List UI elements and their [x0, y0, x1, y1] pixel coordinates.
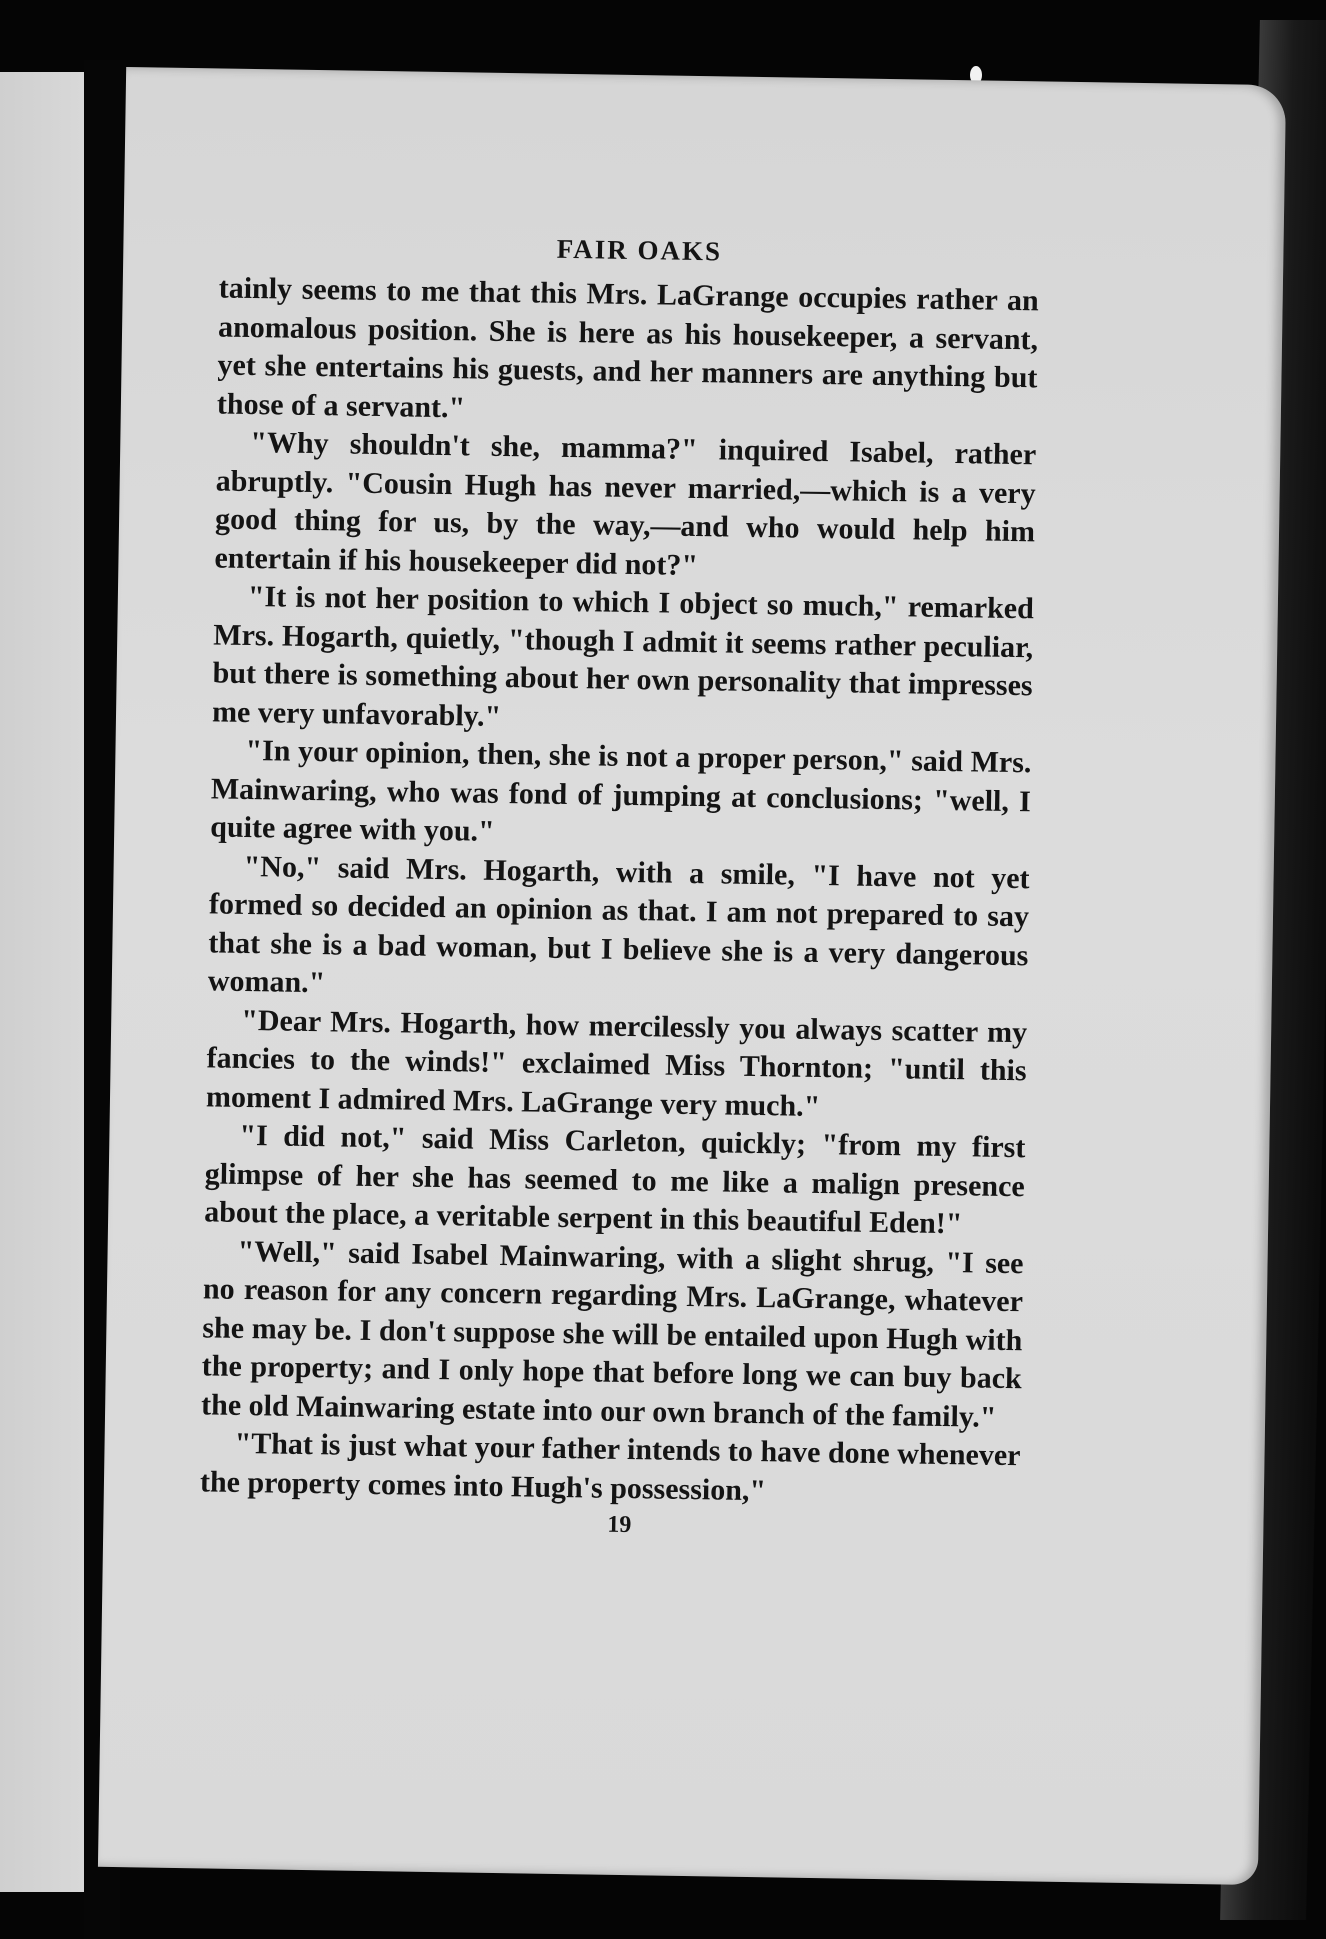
- paragraph: "It is not her position to which I object so much," remarked Mrs. Hogarth, quietly, "though I admit it seems rather peculiar, but there is something about her own personality that impresses me very unfavorably.": [211, 579, 1035, 733]
- paragraph: "I did not," said Miss Carleton, quickly; "from my first glimpse of her she has seemed to me like a malign presence about the place, a veritable serpent in this beautiful Eden!": [203, 1118, 1026, 1241]
- page-number: 19: [607, 1511, 632, 1539]
- text-block: [199, 228, 1039, 1545]
- paragraph: "Why shouldn't she, mamma?" inquired Isabel, rather abruptly. "Cousin Hugh has never married,—which is a very good thing for us, by the way,—and who would help him entertain if his housekeeper did not?": [214, 425, 1037, 582]
- book-page: [98, 67, 1286, 1885]
- paragraph: "Dear Mrs. Hogarth, how mercilessly you always scatter my fancies to the winds!" exclaimed Miss Thornton; "until this moment I admired Mrs. LaGrange very much.": [205, 1003, 1028, 1123]
- paragraph: tainly seems to me that this Mrs. LaGrange occupies rather an anomalous position. She is here as his housekeeper, a servant, yet she entertains his guests, and her manners are anything but those of a servant.": [216, 271, 1039, 424]
- running-head: FAIR OAKS: [556, 233, 723, 267]
- paragraph: "Well," said Isabel Mainwaring, with a slight shrug, "I see no reason for any concern regarding Mrs. LaGrange, whatever she may be. I don't suppose she will be entailed upon Hugh with the property; and I only hope that before long we can buy back the old Mainwaring estate into our own branch of the family.": [200, 1234, 1024, 1434]
- body-text: [200, 269, 1039, 1514]
- paragraph: "That is just what your father intends to have done whenever the property comes into Hugh's possession,": [199, 1426, 1021, 1507]
- paragraph: "No," said Mrs. Hogarth, with a smile, "I have not yet formed so decided an opinion as that. I am not prepared to say that she is a bad woman, but I believe she is a very dangerous woman.": [207, 849, 1030, 1000]
- paragraph: "In your opinion, then, she is not a proper person," said Mrs. Mainwaring, who was fond of jumping at conclusions; "well, I quite agree with you.": [210, 733, 1032, 848]
